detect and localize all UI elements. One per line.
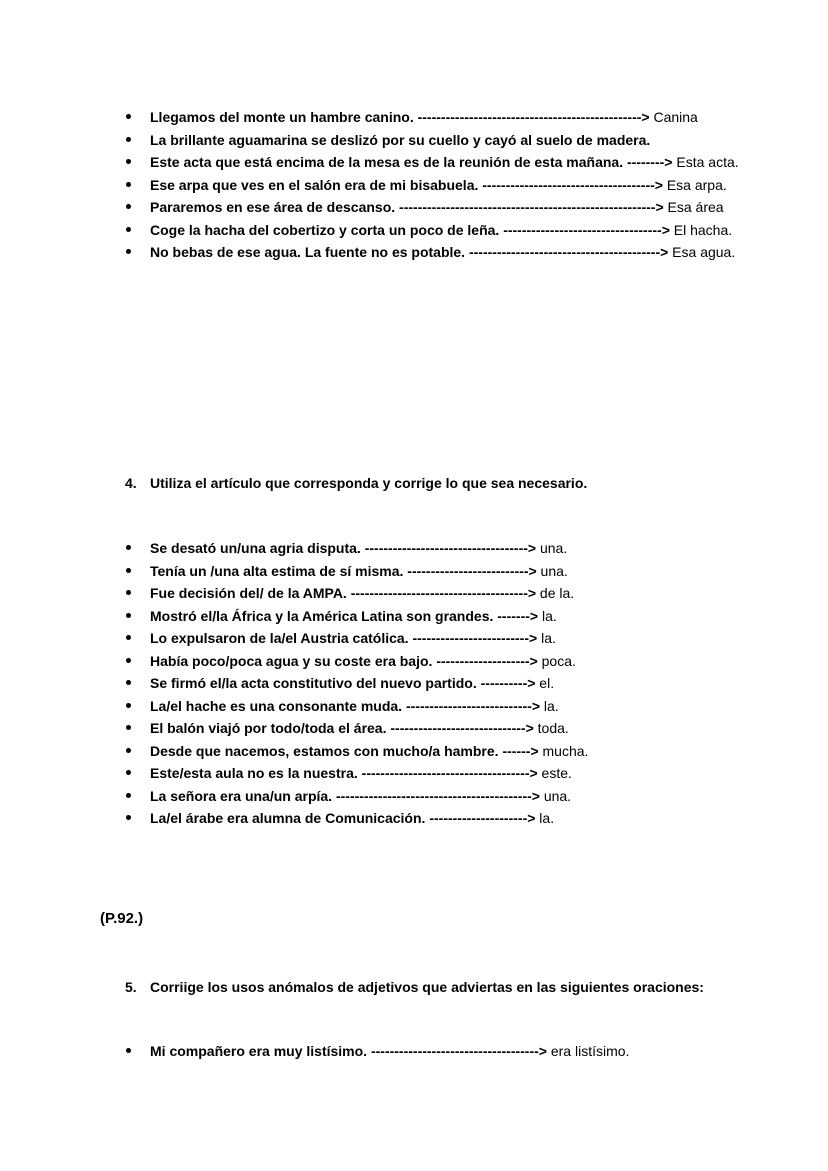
list-item bbox=[150, 672, 740, 695]
list-item bbox=[150, 717, 740, 740]
sentence: Este/esta aula no es la nuestra. bbox=[150, 765, 362, 781]
section-number: 5. bbox=[125, 979, 137, 995]
answer: El hacha. bbox=[669, 221, 733, 238]
arrow: ------------------------------------------> bbox=[335, 787, 540, 804]
list-item bbox=[150, 174, 740, 197]
answer: la. bbox=[535, 810, 555, 826]
list-item bbox=[150, 582, 740, 605]
arrow: ----------> bbox=[480, 675, 536, 691]
sentence: El balón viajó por todo/toda el área. bbox=[150, 720, 391, 736]
sentence: Tenía un /una alta estima de sí misma. bbox=[150, 562, 408, 579]
sentence: No bebas de ese agua. La fuente no es potable. bbox=[150, 244, 469, 260]
arrow: ------------------------------------> bbox=[370, 1043, 547, 1059]
arrow: -------------------------------------------------------> bbox=[399, 199, 664, 215]
sentence: Este acta que está encima de la mesa es de la reunión de esta mañana. bbox=[150, 154, 627, 170]
answer: Esta acta. bbox=[672, 154, 739, 170]
arrow: -----------------------------------> bbox=[364, 540, 537, 556]
answer: Esa agua. bbox=[668, 244, 736, 260]
arrow: ----------------------------------> bbox=[503, 221, 670, 238]
answer: este. bbox=[537, 765, 572, 781]
answer: poca. bbox=[537, 652, 576, 669]
list-item bbox=[150, 129, 740, 152]
arrow: ------------------------------------> bbox=[361, 765, 538, 781]
list-item bbox=[150, 537, 740, 560]
section3-list bbox=[150, 106, 740, 264]
list-item bbox=[150, 627, 740, 650]
section-number: 4. bbox=[125, 475, 137, 491]
list-item bbox=[150, 605, 740, 628]
answer: toda. bbox=[533, 720, 569, 736]
answer: Canina bbox=[649, 109, 698, 125]
answer: mucha. bbox=[538, 742, 589, 759]
sentence: La/el árabe era alumna de Comunicación. bbox=[150, 810, 430, 826]
sentence: La brillante aguamarina se deslizó por su cuello y cayó al suelo de madera. bbox=[150, 131, 651, 148]
section4-list bbox=[150, 537, 740, 830]
list-item bbox=[150, 695, 740, 718]
sentence: Llegamos del monte un hambre canino. bbox=[150, 109, 418, 125]
arrow: -----------------------------> bbox=[390, 720, 534, 736]
arrow: ------------------------------------------------> bbox=[417, 109, 650, 125]
answer: de la. bbox=[536, 585, 575, 601]
sentence: Se firmó el/la acta constitutivo del nuevo partido. bbox=[150, 675, 481, 691]
arrow: ------> bbox=[502, 742, 539, 759]
arrow: ---------------------------> bbox=[405, 697, 541, 714]
section4-heading bbox=[125, 473, 587, 493]
answer: la. bbox=[538, 607, 557, 624]
sentence: La señora era una/un arpía. bbox=[150, 787, 336, 804]
sentence: La/el hache es una consonante muda. bbox=[150, 697, 406, 714]
answer: Esa arpa. bbox=[662, 176, 727, 193]
list-item bbox=[150, 762, 740, 785]
arrow: --------------------------> bbox=[407, 562, 537, 579]
arrow: --------> bbox=[627, 154, 673, 170]
list-item bbox=[150, 785, 740, 808]
sentence: Coge la hacha del cobertizo y corta un poco de leña. bbox=[150, 221, 504, 238]
answer: el. bbox=[535, 675, 555, 691]
answer: era listísimo. bbox=[546, 1043, 630, 1059]
sentence: Desde que nacemos, estamos con mucho/a hambre. bbox=[150, 742, 503, 759]
sentence: Ese arpa que ves en el salón era de mi bisabuela. bbox=[150, 176, 483, 193]
arrow: -------------------------------------> bbox=[482, 176, 663, 193]
list-item bbox=[150, 740, 740, 763]
answer: una. bbox=[536, 562, 568, 579]
sentence: Mostró el/la África y la América Latina son grandes. bbox=[150, 607, 498, 624]
section5-list bbox=[150, 1040, 740, 1063]
answer: una. bbox=[536, 540, 568, 556]
sentence: Se desató un/una agria disputa. bbox=[150, 540, 365, 556]
list-item bbox=[150, 560, 740, 583]
arrow: ---------------------> bbox=[429, 810, 536, 826]
arrow: -----------------------------------------> bbox=[468, 244, 669, 260]
arrow: -------------------------> bbox=[412, 630, 538, 646]
arrow: --------------------> bbox=[436, 652, 538, 669]
sentence: Mi compañero era muy listísimo. bbox=[150, 1043, 371, 1059]
answer: la. bbox=[540, 697, 559, 714]
answer: la. bbox=[537, 630, 556, 646]
list-item bbox=[150, 241, 740, 264]
arrow: -------> bbox=[497, 607, 539, 624]
list-item bbox=[150, 650, 740, 673]
arrow: --------------------------------------> bbox=[350, 585, 537, 601]
list-item bbox=[150, 219, 740, 242]
answer: una. bbox=[539, 787, 572, 804]
list-item bbox=[150, 807, 740, 830]
answer: Esa área bbox=[663, 199, 724, 215]
list-item bbox=[150, 151, 740, 174]
sentence: Fue decisión del/ de la AMPA. bbox=[150, 585, 351, 601]
section-title: Corriige los usos anómalos de adjetivos que adviertas en las siguientes oraciones: bbox=[150, 979, 704, 995]
section-title: Utiliza el artículo que corresponda y corrige lo que sea necesario. bbox=[150, 475, 588, 491]
list-item bbox=[150, 1040, 740, 1063]
sentence: Lo expulsaron de la/el Austria católica. bbox=[150, 630, 413, 646]
list-item bbox=[150, 196, 740, 219]
sentence: Pararemos en ese área de descanso. bbox=[150, 199, 400, 215]
section5-heading bbox=[125, 977, 704, 997]
page-label: (P.92.) bbox=[100, 910, 144, 927]
list-item bbox=[150, 106, 740, 129]
sentence: Había poco/poca agua y su coste era bajo. bbox=[150, 652, 437, 669]
